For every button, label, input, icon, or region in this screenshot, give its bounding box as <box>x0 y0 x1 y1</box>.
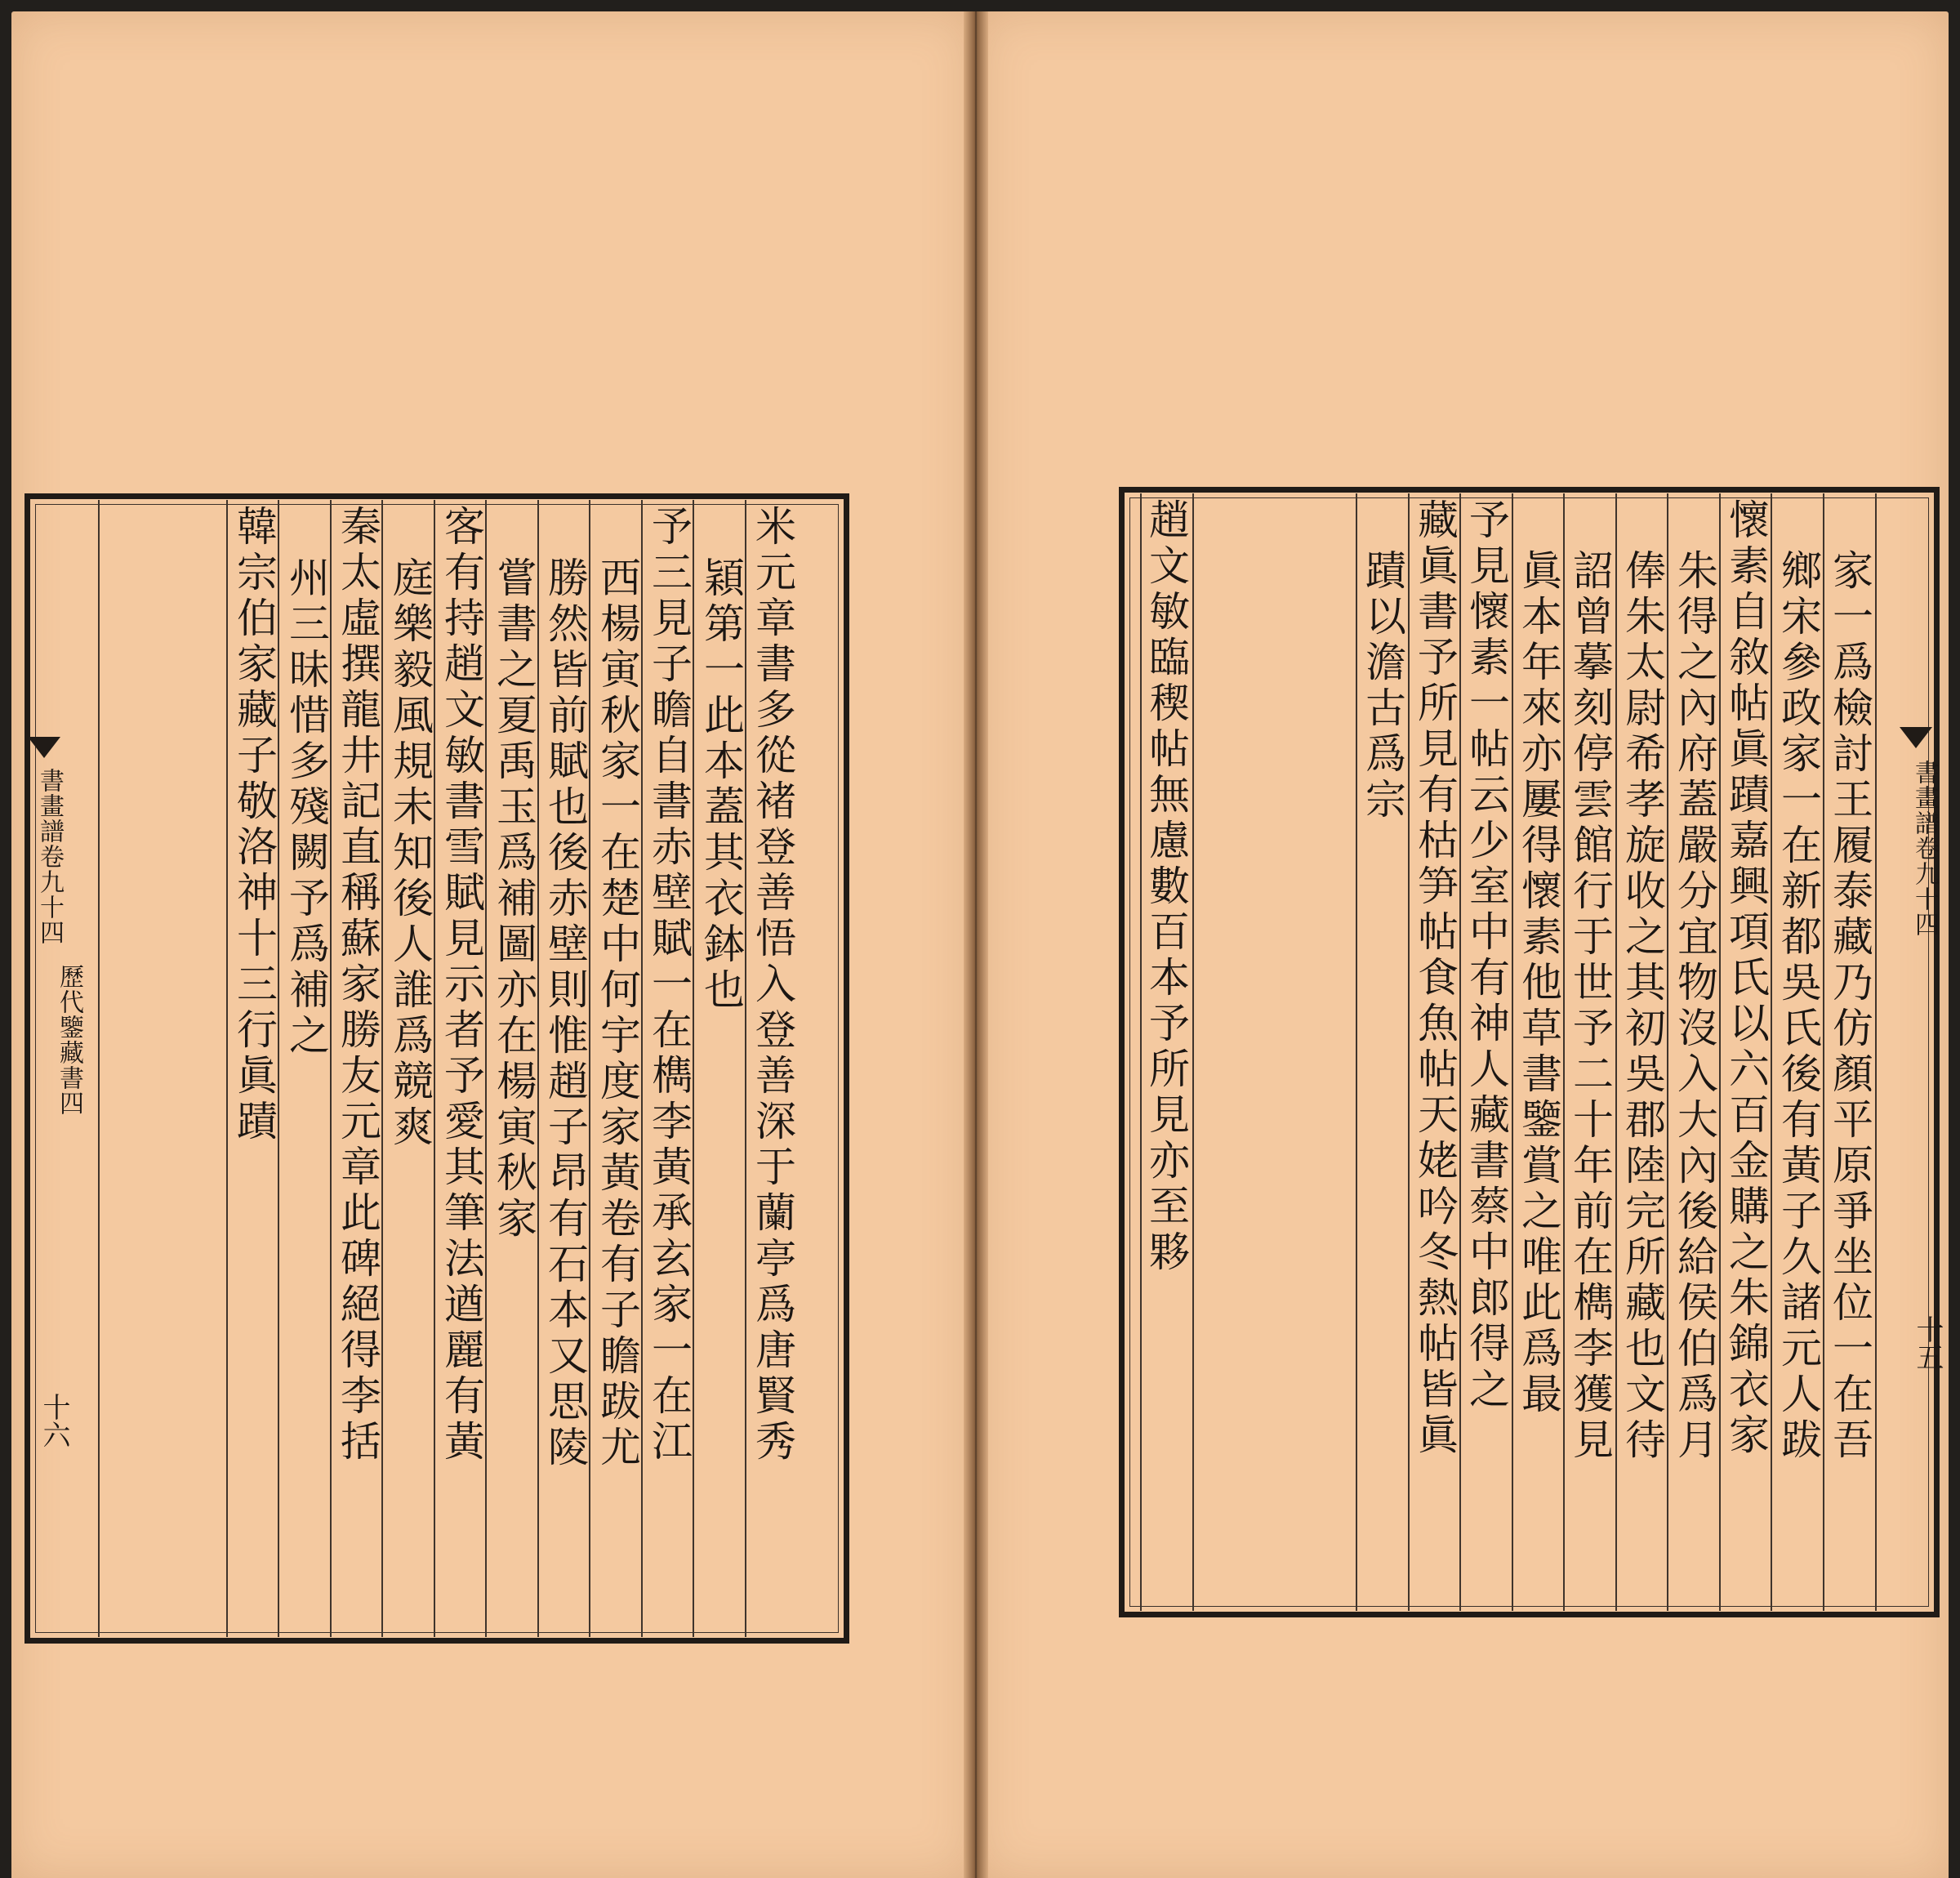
left-column-rule <box>745 500 746 1637</box>
right-column-rule <box>1408 493 1410 1611</box>
right-column-rule <box>1875 493 1877 1611</box>
left-column-rule <box>330 500 332 1637</box>
right-column-rule <box>1140 493 1142 1611</box>
right-column-rule <box>1356 493 1357 1611</box>
left-column-rule <box>278 500 279 1637</box>
right-column-9: 藏眞書予所見有枯笋帖食魚帖天姥吟冬熱帖皆眞 <box>1411 498 1459 1459</box>
left-column-10: 州三昧惜多殘闕予爲補之 <box>283 556 330 1059</box>
left-column-rule <box>434 500 435 1637</box>
left-column-rule <box>98 500 100 1637</box>
right-column-rule <box>1615 493 1617 1611</box>
right-column-10: 蹟以澹古爲宗 <box>1359 549 1406 823</box>
left-fishtail-mark <box>28 737 60 758</box>
left-column-9: 秦太虛撰龍井記直稱蘇家勝友元章此碑絕得李括 <box>334 505 381 1465</box>
right-column-rule <box>1512 493 1513 1611</box>
left-column-rule <box>537 500 539 1637</box>
right-column-rule <box>1563 493 1565 1611</box>
right-page-number: 十五 <box>1911 1315 1944 1371</box>
left-column-rule <box>693 500 694 1637</box>
left-column-1: 米元章書多從褚登善悟入登善深于蘭亭爲唐賢秀 <box>749 505 796 1465</box>
right-banxin-title: 書畫譜卷九十四 <box>1910 760 1939 937</box>
left-column-rule <box>641 500 643 1637</box>
right-fishtail-mark <box>1900 727 1932 748</box>
right-column-7: 眞本年來亦屢得懷素他草書鑒賞之唯此爲最 <box>1515 549 1562 1418</box>
right-column-rule <box>1771 493 1772 1611</box>
left-banxin-subtitle: 歷代鑒藏書四 <box>55 964 83 1116</box>
left-column-rule <box>589 500 590 1637</box>
right-column-11: 趙文敏臨稧帖無慮數百本予所見亦至夥 <box>1143 498 1190 1276</box>
left-column-2: 穎第一此本蓋其衣鉢也 <box>697 556 745 1014</box>
left-column-rule <box>381 500 383 1637</box>
left-column-7: 客有持趙文敏書雪賦見示者予愛其筆法遒麗有黃 <box>438 505 485 1465</box>
right-column-1: 家一爲檢討王履泰藏乃仿顏平原爭坐位一在吾 <box>1826 549 1873 1464</box>
book-gutter <box>964 11 988 1878</box>
left-column-11: 韓宗伯家藏子敬洛神十三行眞蹟 <box>230 505 278 1145</box>
right-column-5: 俸朱太尉希孝旋收之其初吳郡陸完所藏也文待 <box>1619 549 1666 1464</box>
left-column-6: 嘗書之夏禹玉爲補圖亦在楊寅秋家 <box>490 556 537 1242</box>
left-column-8: 庭樂毅風規未知後人誰爲競爽 <box>386 556 434 1151</box>
right-column-rule <box>1719 493 1721 1611</box>
right-column-6: 詔曾摹刻停雲館行于世予二十年前在檇李獲見 <box>1566 549 1614 1464</box>
left-column-5: 勝然皆前賦也後赤壁則惟趙子昂有石本又思陵 <box>541 556 589 1471</box>
left-column-4: 西楊寅秋家一在楚中何宇度家黃卷有子瞻跋尤 <box>594 556 641 1471</box>
left-column-rule <box>485 500 487 1637</box>
right-column-2: 鄉宋參政家一在新都吳氏後有黃子久諸元人跋 <box>1775 549 1822 1464</box>
left-column-rule <box>226 500 228 1637</box>
right-column-rule <box>1823 493 1824 1611</box>
right-column-rule <box>1192 493 1194 1611</box>
left-column-3: 予三見子瞻自書赤壁賦一在檇李黃承玄家一在江 <box>645 505 693 1465</box>
right-column-rule <box>1667 493 1668 1611</box>
right-column-3: 懷素自敘帖眞蹟嘉興項氏以六百金購之朱錦衣家 <box>1722 498 1770 1459</box>
right-column-8: 予見懷素一帖云少室中有神人藏書蔡中郎得之 <box>1463 498 1510 1413</box>
right-column-4: 朱得之內府蓋嚴分宜物沒入大內後給侯伯爲月 <box>1671 549 1718 1464</box>
left-page-number: 十六 <box>38 1393 70 1448</box>
left-banxin-title: 書畫譜卷九十四 <box>35 768 64 945</box>
right-column-rule <box>1459 493 1461 1611</box>
